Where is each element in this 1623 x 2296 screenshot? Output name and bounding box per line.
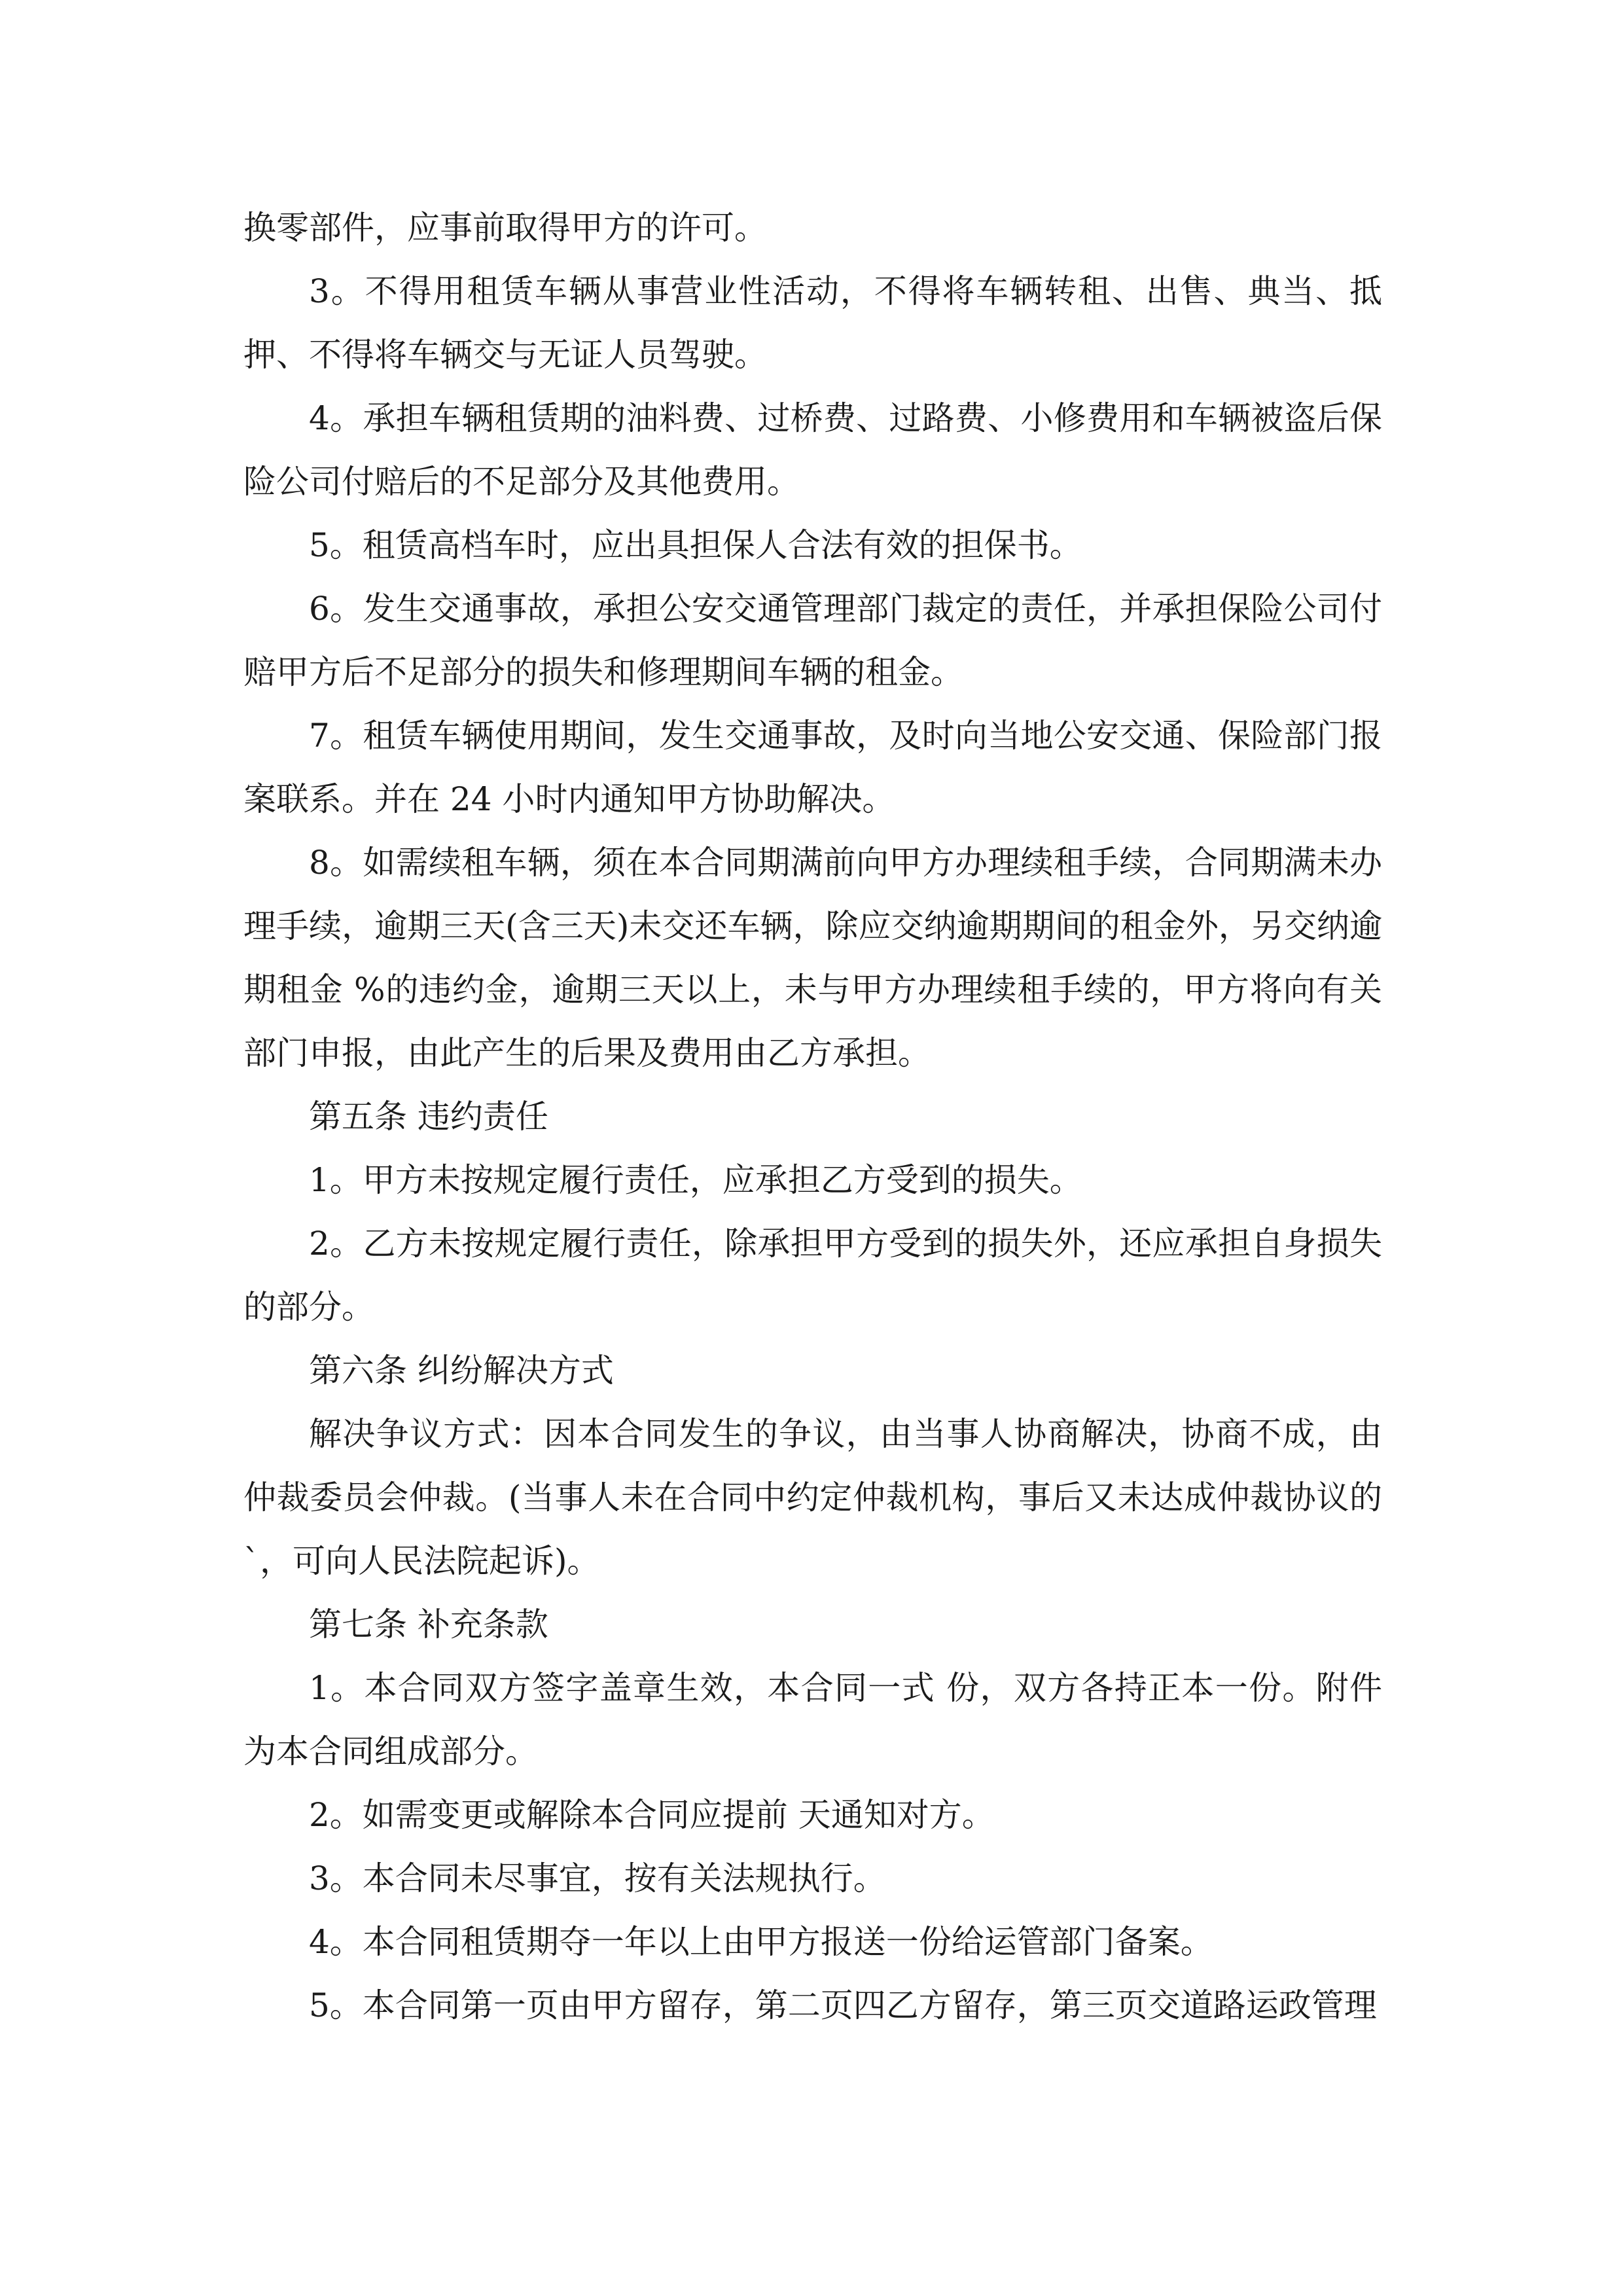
paragraph: 5。本合同第一页由甲方留存，第二页四乙方留存，第三页交道路运政管理 [309,1986,1377,2024]
paragraph: 1。本合同双方签字盖章生效，本合同一式 份，双方各持正本一份。附件为本合同组成部分。 [243,1669,1382,1770]
section-heading: 第六条 纠纷解决方式 [309,1352,614,1390]
paragraph: 6。发生交通事故，承担公安交通管理部门裁定的责任，并承担保险公司付赔甲方后不足部分的损失和修理期间车辆的租金。 [243,590,1382,691]
paragraph: 2。乙方未按规定履行责任，除承担甲方受到的损失外，还应承担自身损失的部分。 [243,1225,1382,1326]
paragraph: 4。本合同租赁期夺一年以上由甲方报送一份给运管部门备案。 [309,1923,1213,1961]
contract-body [243,196,1382,2037]
paragraph: 换零部件，应事前取得甲方的许可。 [243,209,767,247]
paragraph: 8。如需续租车辆，须在本合同期满前向甲方办理续租手续，合同期满未办理手续，逾期三天(含三天)未交还车辆，除应交纳逾期期间的租金外，另交纳逾期租金 %的违约金，逾期三天以上，未与甲方办理续租手续的，甲方将向有关部门申报，由此产生的后果及费用由乙方承担。 [243,844,1382,1072]
paragraph: 5。租赁高档车时，应出具担保人合法有效的担保书。 [309,526,1082,564]
section-heading: 第七条 补充条款 [309,1605,548,1643]
paragraph: 7。租赁车辆使用期间，发生交通事故，及时向当地公安交通、保险部门报案联系。并在 24 小时内通知甲方协助解决。 [243,717,1382,818]
paragraph: 3。不得用租赁车辆从事营业性活动，不得将车辆转租、出售、典当、抵押、不得将车辆交与无证人员驾驶。 [243,272,1382,374]
paragraph: 1。甲方未按规定履行责任，应承担乙方受到的损失。 [309,1161,1082,1199]
paragraph: 4。承担车辆租赁期的油料费、过桥费、过路费、小修费用和车辆被盗后保险公司付赔后的不足部分及其他费用。 [243,399,1382,501]
section-heading: 第五条 违约责任 [309,1098,548,1136]
paragraph: 解决争议方式：因本合同发生的争议，由当事人协商解决，协商不成，由仲裁委员会仲裁。(当事人未在合同中约定仲裁机构，事后又未达成仲裁协议的`，可向人民法院起诉)。 [243,1415,1382,1580]
paragraph: 2。如需变更或解除本合同应提前 天通知对方。 [309,1796,995,1834]
paragraph: 3。本合同未尽事宜，按有关法规执行。 [309,1859,886,1897]
